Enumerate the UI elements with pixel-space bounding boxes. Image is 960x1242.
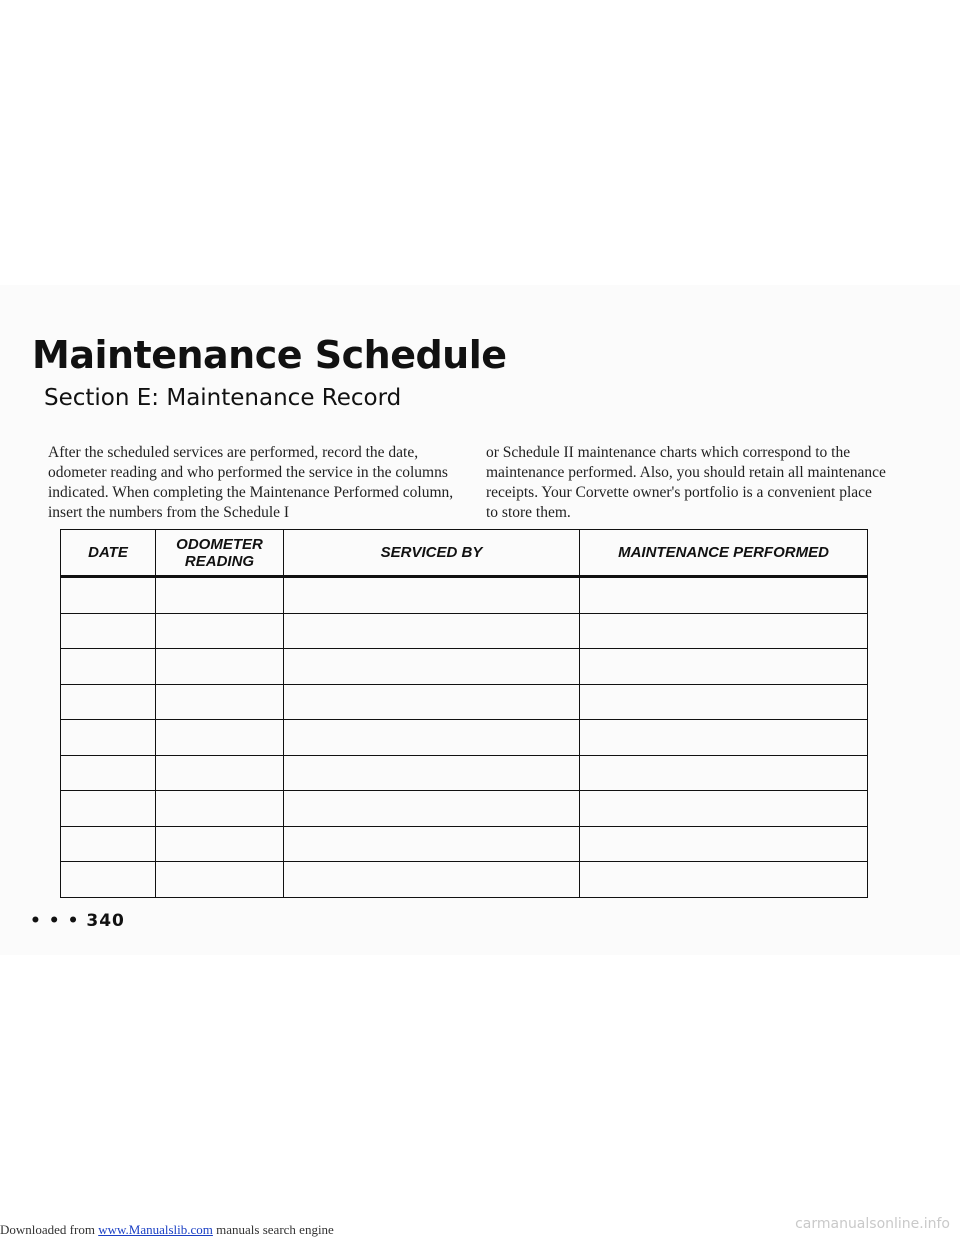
serviced-by-cell [284,613,580,649]
header-odometer-reading [156,530,284,577]
page-title: Maintenance Schedule [32,333,507,377]
maintenance-cell [580,720,868,756]
header-date: DATE [61,530,156,577]
serviced-by-cell [284,684,580,720]
site-watermark: carmanualsonline.info [795,1216,950,1232]
maintenance-record-table [60,529,868,898]
serviced-by-cell [284,577,580,614]
serviced-by-cell [284,649,580,685]
date-cell [61,720,156,756]
table-row [61,862,868,898]
table-header-row [61,530,868,577]
odometer-cell [156,649,284,685]
table-row [61,649,868,685]
maintenance-cell [580,826,868,862]
table-row [61,826,868,862]
odometer-cell [156,613,284,649]
maintenance-cell [580,613,868,649]
date-cell [61,684,156,720]
odometer-cell [156,862,284,898]
intro-paragraph-right: or Schedule II maintenance charts which correspond to the maintenance performed. Also, you should retain all maintenance receipts. Your Corvette owner's portfolio is a convenient place to store them. [486,444,886,521]
serviced-by-cell [284,720,580,756]
header-odometer-line2: READING [184,552,255,570]
table-row [61,577,868,614]
header-maintenance-performed: MAINTENANCE PERFORMED [580,530,868,577]
download-watermark [0,1222,334,1238]
table-row [61,791,868,827]
serviced-by-cell [284,826,580,862]
header-serviced-by: SERVICED BY [284,530,580,577]
page-dots: • • • [30,911,80,931]
date-cell [61,791,156,827]
odometer-cell [156,826,284,862]
table-row [61,755,868,791]
date-cell [61,577,156,614]
maintenance-cell [580,755,868,791]
watermark-suffix: manuals search engine [216,1222,334,1237]
watermark-prefix: Downloaded from [0,1222,95,1237]
header-odometer-line1: ODOMETER [176,535,263,553]
page-number: 340 [86,911,125,931]
maintenance-cell [580,577,868,614]
date-cell [61,862,156,898]
date-cell [61,826,156,862]
table-body [61,577,868,898]
manual-page [0,285,960,955]
odometer-cell [156,684,284,720]
date-cell [61,649,156,685]
odometer-cell [156,755,284,791]
intro-paragraph-left: After the scheduled services are performed, record the date, odometer reading and who performed the service in the columns indicated. When completing the Maintenance Performed column, insert the numbers from the Schedule I [48,444,454,521]
odometer-cell [156,791,284,827]
watermark-link[interactable]: www.Manualslib.com [98,1222,213,1237]
page-number-footer [30,911,125,931]
maintenance-cell [580,862,868,898]
odometer-cell [156,720,284,756]
serviced-by-cell [284,791,580,827]
date-cell [61,755,156,791]
odometer-cell [156,577,284,614]
section-subtitle: Section E: Maintenance Record [44,385,402,411]
table-row [61,684,868,720]
date-cell [61,613,156,649]
maintenance-cell [580,791,868,827]
maintenance-cell [580,684,868,720]
table-row [61,720,868,756]
maintenance-cell [580,649,868,685]
serviced-by-cell [284,862,580,898]
table-row [61,613,868,649]
serviced-by-cell [284,755,580,791]
